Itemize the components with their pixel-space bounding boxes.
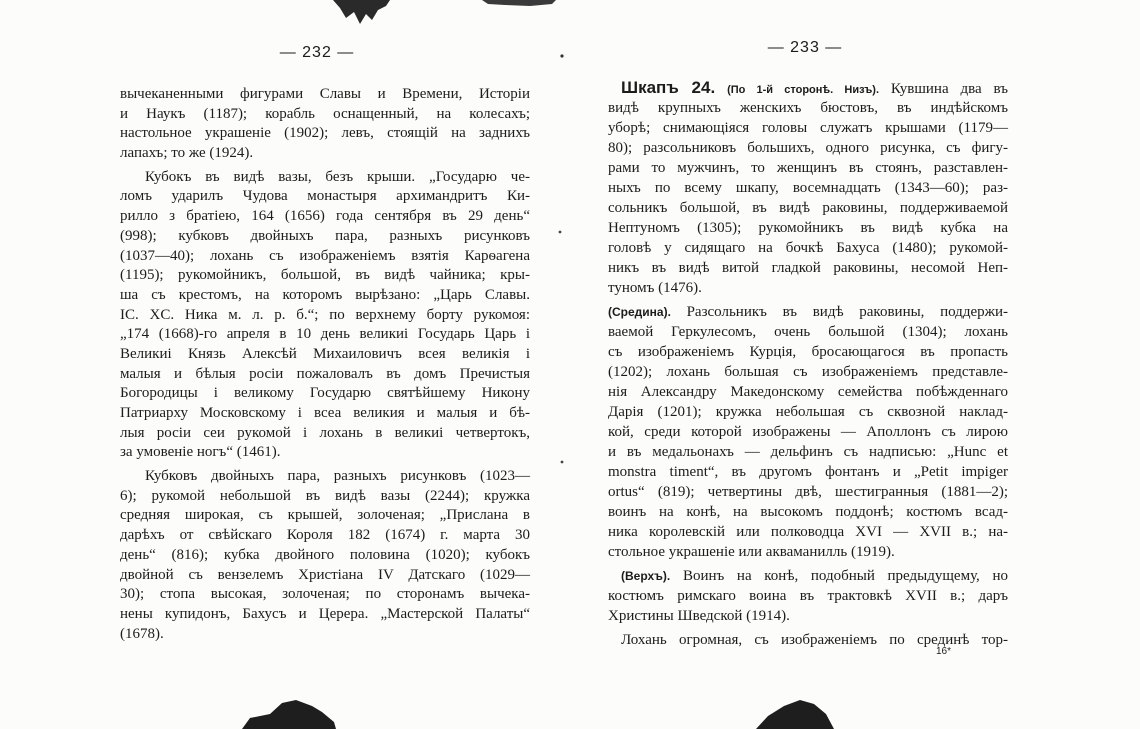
cabinet-note: (По 1-й сторонѣ. Низъ). bbox=[727, 84, 880, 96]
text-line: лыя росіи сеи рукомой і лохань в великиі четвертокъ, bbox=[120, 424, 530, 441]
gutter-mark bbox=[559, 231, 562, 234]
text-line: ortus“ (819); четвертины двѣ, шестигранныя (1881—2); bbox=[608, 484, 1008, 500]
text-line: Патриарху Московскому і всеа великия и малыя и бѣ- bbox=[120, 405, 530, 421]
text-span: Кувшина два въ bbox=[890, 81, 1008, 97]
scan-artifact-bottom-center bbox=[756, 700, 834, 729]
section-label-top: (Верхъ). bbox=[621, 569, 671, 583]
text-line: нены купидонъ, Бахусъ и Церера. „Мастерской Палаты“ bbox=[120, 605, 530, 622]
text-line: (1037—40); лохань съ изображеніемъ взятія Карѳагена bbox=[120, 247, 530, 264]
text-line: ваемой Геркулесомъ, очень большой (1304); лохань bbox=[608, 324, 1008, 340]
text-line: никъ въ видѣ витой гладкой раковины, несомой Неп- bbox=[608, 260, 1008, 276]
text-line: рилло з братіею, 164 (1656) года сентября въ 29 день“ bbox=[120, 208, 530, 225]
text-line: monstra timent“, въ другомъ фонтанъ и „Petit impiger bbox=[608, 464, 1008, 480]
text-line: стольное украшеніе или акваманилль (1919). bbox=[608, 544, 895, 560]
text-line: за умовеніе ногъ“ (1461). bbox=[120, 444, 281, 461]
gutter-mark bbox=[560, 54, 563, 57]
section-label-middle: (Средина). bbox=[608, 305, 671, 319]
text-line: 80); разсольниковъ большихъ, одного рисунка, съ фигу- bbox=[608, 140, 1008, 156]
text-line: малыя и бѣлыя росіи пожаловалъ въ домъ Пречистыя bbox=[120, 365, 530, 382]
text-line: IC. XC. Ника м. л. р. б.“; по верхнему борту рукомоя: bbox=[120, 306, 530, 323]
text-line: кой, среди которой изображены — Аполлонъ съ лирою bbox=[608, 424, 1008, 440]
text-line: „174 (1668)-го апреля в 10 день великиі Государь Царь і bbox=[120, 326, 530, 343]
text-line: день“ (816); кубка двойного половина (1020); кубокъ bbox=[120, 546, 530, 563]
text-line: лапахъ; то же (1924). bbox=[120, 145, 254, 162]
text-line: дарѣхъ от свѣйскаго Короля 182 (1674) г. марта 30 bbox=[120, 527, 530, 544]
text-line: средняя широкая, съ крышей, золоченая; „Прислана в bbox=[120, 507, 530, 524]
text-line: вычеканенными фигурами Славы и Времени, Исторіи bbox=[120, 86, 530, 102]
text-line: 30); стопа высокая, золоченая; по сторонамъ вычека- bbox=[120, 586, 530, 603]
text-line: настольное украшеніе (1902); левъ, стоящій на заднихъ bbox=[120, 125, 530, 142]
scan-artifact-top-streak bbox=[482, 0, 556, 6]
text-line: туномъ (1476). bbox=[608, 280, 702, 296]
signature-mark: 16* bbox=[936, 646, 952, 657]
text-line: Христины Шведской (1914). bbox=[608, 608, 790, 624]
text-line: Богородицы і великому Государю святѣйшему Никону bbox=[120, 385, 530, 402]
text-line: уборѣ; снимающіяся головы служатъ крышами (1179— bbox=[608, 120, 1008, 136]
text-line: Великиі Князь Алексѣй Михаиловичъ всея великія і bbox=[120, 345, 530, 362]
text-span: Воинъ на конѣ, подобный предыдущему, но bbox=[682, 568, 1009, 584]
scan-artifact-top bbox=[333, 0, 390, 24]
right-page-text bbox=[608, 78, 1008, 650]
text-line: ника королевскій или полководца XVI — XVII в.; на- bbox=[608, 524, 1008, 540]
text-line: костюмъ римскаго воина въ трактовкѣ XVII в.; даръ bbox=[608, 588, 1008, 604]
text-line bbox=[608, 302, 1008, 322]
text-line bbox=[608, 78, 1008, 98]
page-number-right: — 233 — bbox=[767, 39, 843, 56]
text-line: сольникъ большой, въ видѣ раковины, поддерживаемой bbox=[608, 200, 1008, 216]
text-line: и Наукъ (1187); корабль оснащенный, на колесахъ; bbox=[120, 105, 530, 122]
text-line: видѣ крупныхъ женскихъ бюстовъ, въ индѣйскомъ bbox=[608, 100, 1008, 116]
text-line: ныхъ по всему шкапу, восемнадцать (1343—60); раз- bbox=[608, 180, 1008, 196]
text-line: ломъ ударилъ Чудова монастыря архимандритъ Ки- bbox=[120, 188, 530, 205]
text-span: Разсольникъ въ видѣ раковины, поддержи- bbox=[686, 304, 1008, 320]
text-line: головѣ у сидящаго на бочкѣ Бахуса (1480); рукомой- bbox=[608, 240, 1008, 256]
text-line: нія Александру Македонскому семейства побѣжденнаго bbox=[608, 384, 1008, 400]
text-line: (998); кубковъ двойныхъ пара, разныхъ рисунковъ bbox=[120, 227, 530, 244]
text-line: Дарія (1201); кружка небольшая съ сквозной наклад- bbox=[608, 404, 1008, 420]
text-line: Лохань огромная, съ изображеніемъ по срединѣ тор- bbox=[621, 632, 1008, 648]
scan-artifact-bottom-left bbox=[242, 700, 336, 729]
page-number-left: — 232 — bbox=[279, 44, 355, 61]
text-line: Кубокъ въ видѣ вазы, безъ крыши. „Государю че- bbox=[145, 168, 530, 185]
text-line: воинъ на конѣ, на высокомъ поддонѣ; костюмъ всад- bbox=[608, 504, 1008, 520]
text-line: рами то мужчинъ, то женщинъ въ стоянъ, разставлен- bbox=[608, 160, 1008, 176]
text-line: Кубковъ двойныхъ пара, разныхъ рисунковъ (1023— bbox=[145, 468, 530, 485]
text-line: съ изображеніемъ Курція, бросающагося въ пропасть bbox=[608, 344, 1008, 360]
cabinet-title: Шкапъ 24. bbox=[621, 78, 716, 97]
text-line: и въ медальонахъ — дельфинъ съ надписью: „Hunc et bbox=[608, 444, 1008, 460]
text-line: (1678). bbox=[120, 625, 164, 642]
text-line: двойной съ вензелемъ Христіана IV Датскаго (1029— bbox=[120, 566, 530, 583]
text-line bbox=[608, 566, 1008, 586]
text-line: (1202); лохань большая съ изображеніемъ представле- bbox=[608, 364, 1008, 380]
text-line: 6); рукомой небольшой въ видѣ вазы (2244); кружка bbox=[120, 487, 530, 504]
left-page-text bbox=[120, 85, 530, 644]
text-line: (1195); рукомойникъ, большой, въ видѣ чайника; кры- bbox=[120, 267, 530, 284]
gutter-mark bbox=[561, 461, 564, 464]
text-line: ша съ крестомъ, на которомъ вырѣзано: „Царь Славы. bbox=[120, 286, 530, 303]
text-line: Нептуномъ (1305); рукомойникъ въ видѣ кубка на bbox=[608, 220, 1008, 236]
